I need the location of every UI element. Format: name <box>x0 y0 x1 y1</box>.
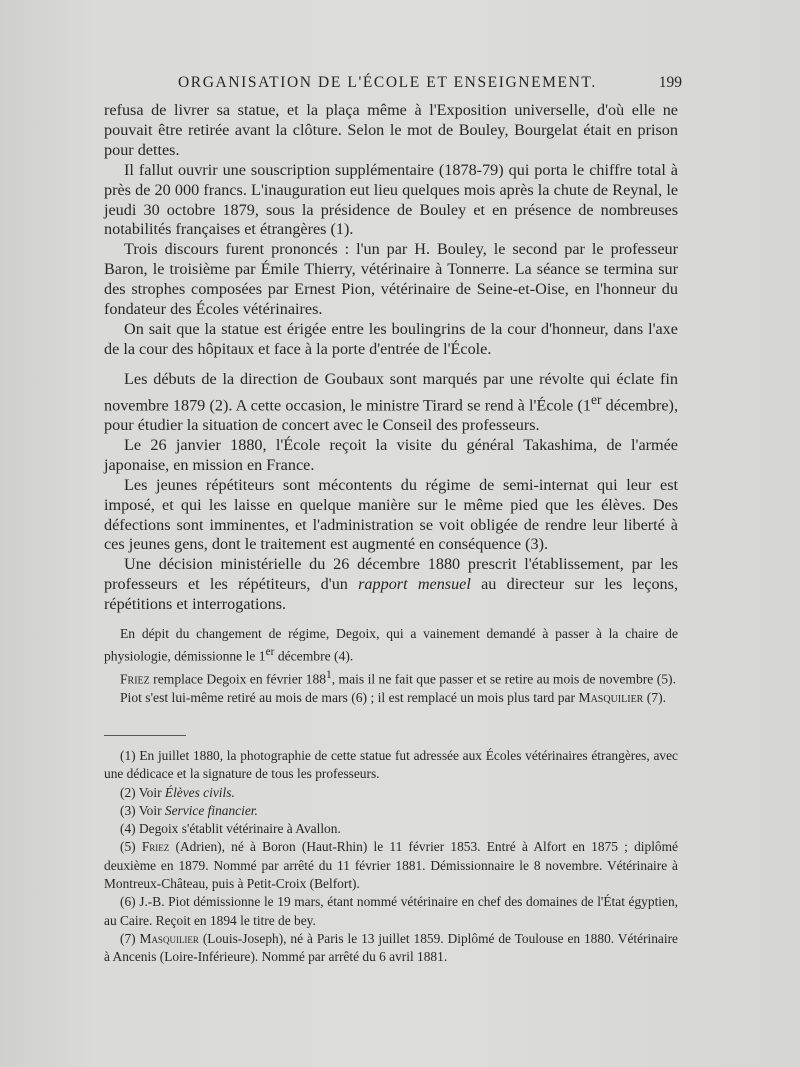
italic-term: Élèves civils. <box>164 784 235 800</box>
paragraph: refusa de livrer sa statue, et la plaça même à l'Exposition universelle, d'où elle ne pouvait être retirée avant la clôture. Selon le mot de Bouley, Bourgelat était en prison pour dettes. <box>104 101 678 159</box>
paragraph: Le 26 janvier 1880, l'École reçoit la visite du général Takashima, de l'armée japonaise, en mission en France. <box>104 435 678 474</box>
footnote <box>104 784 678 802</box>
footnote <box>104 930 678 967</box>
small-paragraph <box>104 625 678 666</box>
paragraph: Trois discours furent prononcés : l'un par H. Bouley, le second par le professeur Baron, le troisième par Émile Thierry, vétérinaire à Tonnerre. La séance se termina sur des strophes composées par Ernest Pion, vétérinaire de Seine-et-Oise, en l'honneur du fondateur des Écoles vétérinaires. <box>104 240 678 319</box>
page-number: 199 <box>658 74 682 91</box>
page-body <box>104 101 678 966</box>
text-run: , mais il ne fait que passer et se retire au mois de novembre (5). <box>331 671 676 687</box>
text-run: Une décision ministérielle du 26 décembre 1880 prescrit l'établissement, par les professeurs et les répétiteurs, d'un <box>104 555 678 594</box>
text-run: (2) Voir <box>120 784 165 800</box>
text-run: Les débuts de la direction de Goubaux sont marqués par une révolte qui éclate fin novembre 1879 (2). A cette occasion, le ministre Tirard se rend à l'École (1 <box>104 369 678 415</box>
text-run: au directeur sur les leçons, répétitions et interrogations. <box>104 575 678 614</box>
person-name: Friez <box>120 671 150 687</box>
superscript: er <box>590 391 602 407</box>
text-run: (3) Voir <box>120 802 165 818</box>
footnote: (6) J.-B. Piot démissionne le 19 mars, étant nommé vétérinaire en chef des domaines de l'État égyptien, au Caire. Reçoit en 1894 le titre de bey. <box>104 894 678 928</box>
small-paragraph <box>104 689 678 707</box>
text-run: (7). <box>643 689 667 705</box>
paragraph <box>104 370 678 436</box>
paragraph: On sait que la statue est érigée entre les boulingrins de la cour d'honneur, dans l'axe de la cour des hôpitaux et face à la porte d'entrée de l'École. <box>104 319 678 358</box>
text-run: (Louis-Joseph), né à Paris le 13 juillet 1859. Diplômé de Toulouse en 1880. Vétérinaire à Ancenis (Loire-Inférieure). Nommé par arrêté du 6 avril 1881. <box>104 930 679 965</box>
text-run: Piot s'est lui-même retiré au mois de mars (6) ; il est remplacé un mois plus tard par <box>120 689 579 705</box>
text-run: décembre), pour étudier la situation de concert avec le Conseil des professeurs. <box>104 396 678 434</box>
footnote: (1) En juillet 1880, la photographie de cette statue fut adressée aux Écoles vétérinaires étrangères, avec une dédicace et la signature de tous les professeurs. <box>104 747 678 782</box>
footnote <box>104 802 678 820</box>
text-run: (Adrien), né à Boron (Haut-Rhin) le 11 février 1853. Entré à Alfort en 1875 ; diplômé deuxième en 1879. Nommé par arrêté du 11 février 1881. Démissionnaire le 8 novembre. Vétérinaire à Montreux-Château, puis à Petit-Croix (Belfort). <box>104 839 678 891</box>
small-paragraph <box>104 666 678 689</box>
text-run: (7) <box>120 930 140 946</box>
footnote-divider <box>104 735 186 736</box>
footnote <box>104 838 678 893</box>
text-run: décembre (4). <box>274 648 354 664</box>
paragraph: Les jeunes répétiteurs sont mécontents du régime de semi-internat qui leur est imposé, et qui les laisse en quelque manière sur le même pied que les élèves. Des défections sont imminentes, et l'administration se voit obligée de rendre leur liberté à ces jeunes gens, dont le traitement est augmenté en conséquence (3). <box>104 475 678 554</box>
paragraph: Il fallut ouvrir une souscription supplémentaire (1878-79) qui porta le chiffre total à près de 20 000 francs. L'inauguration eut lieu quelques mois après la chute de Reynal, le jeudi 30 octobre 1879, sous la présidence de Bouley et en présence de nombreuses notabilités françaises et étrangères (1). <box>104 160 678 239</box>
person-name: Friez <box>141 839 170 855</box>
page-header <box>104 74 682 96</box>
person-name: Masquilier <box>139 930 199 946</box>
superscript: 1 <box>326 668 332 681</box>
person-name: Masquilier <box>578 689 644 705</box>
text-run: (5) <box>120 839 142 855</box>
paragraph <box>104 555 678 615</box>
running-title: ORGANISATION DE L'ÉCOLE ET ENSEIGNEMENT. <box>178 74 597 91</box>
superscript: er <box>265 646 275 659</box>
text-run: remplace Degoix en février 188 <box>149 671 327 687</box>
text-run: En dépit du changement de régime, Degoix, qui a vainement demandé à passer à la chaire de physiologie, démissionne le 1 <box>104 626 678 664</box>
footnote: (4) Degoix s'établit vétérinaire à Avallon. <box>120 821 341 837</box>
italic-term: Service financier. <box>164 802 258 818</box>
italic-term: rapport mensuel <box>358 575 471 594</box>
